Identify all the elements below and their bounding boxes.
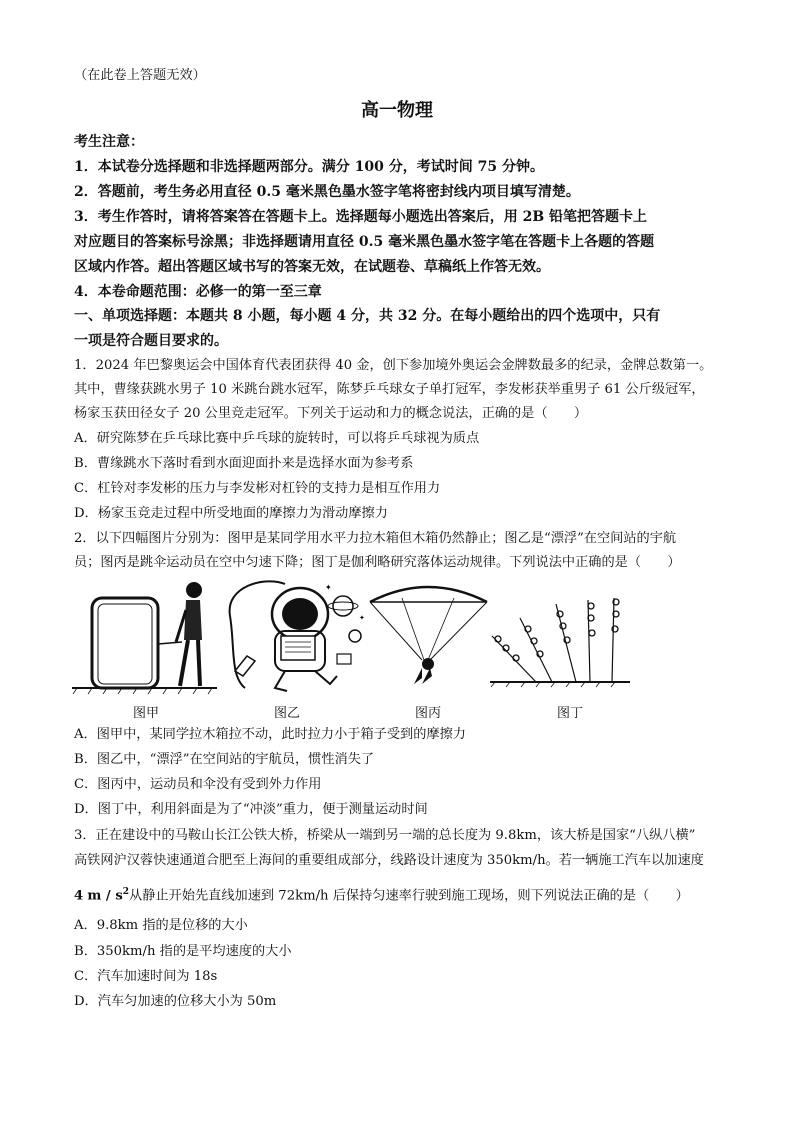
q2-option-d: D．图丁中，利用斜面是为了“冲淡”重力，便于测量运动时间 <box>74 802 428 817</box>
caption-yi: 图乙 <box>273 706 300 721</box>
figure-bing <box>366 580 491 690</box>
caption-bing: 图丙 <box>414 706 441 721</box>
header-note: （在此卷上答题无效） <box>74 68 206 83</box>
q3-option-b: B．350km/h 指的是平均速度的大小 <box>74 944 292 959</box>
caption-jia: 图甲 <box>132 706 159 721</box>
q1-stem: 其中，曹缘获跳水男子 10 米跳台跳水冠军，陈梦乒乓球女子单打冠军，李发彬获举重男子 61 公斤级冠军， <box>74 382 705 397</box>
q3-option-c: C．汽车加速时间为 18s <box>74 969 218 984</box>
figure-yi <box>225 576 370 696</box>
q1-option-b: B．曹缘跳水下落时看到水面迎面扑来是选择水面为参考系 <box>74 456 414 471</box>
notice-item: 3．考生作答时，请将答案答在答题卡上。选择题每小题选出答案后，用 2B 铅笔把答题卡上 <box>74 209 648 225</box>
notice-item: 对应题目的答案标号涂黑；非选择题请用直径 0.5 毫米黑色墨水签字笔在答题卡上各题的答题 <box>74 234 655 250</box>
figure-ding <box>490 596 635 688</box>
notice-item: 区域内作答。超出答题区域书写的答案无效，在试题卷、草稿纸上作答无效。 <box>74 259 550 275</box>
svg-text:✦: ✦ <box>325 583 332 592</box>
notice-item: 4．本卷命题范围：必修一的第一至三章 <box>74 284 322 300</box>
accel-value: 4 <box>74 888 84 904</box>
q3-option-a: A．9.8km 指的是位移的大小 <box>74 918 248 933</box>
q3-stem-end: 从静止开始先直线加速到 72km/h 后保持匀速率行驶到施工现场，则下列说法正确的是（ ） <box>129 888 689 904</box>
q2-stem: 员；图丙是跳伞运动员在空中匀速下降；图丁是伽利略研究落体运动规律。下列说法中正确的是（ ） <box>74 555 681 570</box>
notice-heading: 考生注意： <box>74 134 144 150</box>
page-title: 高一物理 <box>361 100 433 121</box>
section-heading-cont: 一项是符合题目要求的。 <box>74 333 228 349</box>
caption-ding: 图丁 <box>556 706 583 721</box>
figure-jia <box>72 580 222 695</box>
q1-option-d: D．杨家玉竞走过程中所受地面的摩擦力为滑动摩擦力 <box>74 506 388 521</box>
section-heading: 一、单项选择题：本题共 8 小题，每小题 4 分，共 32 分。在每小题给出的四个选项中，只有 <box>74 308 661 324</box>
svg-text:✦: ✦ <box>359 614 365 622</box>
q2-stem: 2．以下四幅图片分别为：图甲是某同学用水平力拉木箱但木箱仍然静止；图乙是“漂浮”在空间站的宇航 <box>74 531 677 546</box>
accel-unit: m / s <box>87 888 123 904</box>
accel-exp: 2 <box>122 887 130 897</box>
q2-option-c: C．图丙中，运动员和伞没有受到外力作用 <box>74 777 322 792</box>
q2-option-b: B．图乙中，“漂浮”在空间站的宇航员，惯性消失了 <box>74 752 375 767</box>
q1-stem: 1．2024 年巴黎奥运会中国体育代表团获得 40 金，创下参加境外奥运会金牌数最多的纪录，金牌总数第一。 <box>74 358 713 373</box>
q1-option-a: A．研究陈梦在乒乓球比赛中乒乓球的旋转时，可以将乒乓球视为质点 <box>74 431 480 446</box>
q3-stem: 3．正在建设中的马鞍山长江公铁大桥，桥梁从一端到另一端的总长度为 9.8km，该大桥是国家“八纵八横” <box>74 828 696 843</box>
notice-item: 1．本试卷分选择题和非选择题两部分。满分 100 分，考试时间 75 分钟。 <box>74 159 544 175</box>
q3-stem: 高铁网沪汉蓉快速通道合肥至上海间的重要组成部分，线路设计速度为 350km/h。若一辆施工汽车以加速度 <box>74 853 704 868</box>
q1-stem: 杨家玉获田径女子 20 公里竞走冠军。下列关于运动和力的概念说法，正确的是（ ） <box>74 406 588 421</box>
q3-option-d: D．汽车匀加速的位移大小为 50m <box>74 994 277 1009</box>
q1-option-c: C．杠铃对李发彬的压力与李发彬对杠铃的支持力是相互作用力 <box>74 481 441 496</box>
q3-stem-accel-line <box>74 882 734 906</box>
notice-item: 2．答题前，考生务必用直径 0.5 毫米黑色墨水签字笔将密封线内项目填写清楚。 <box>74 184 580 200</box>
q2-option-a: A．图甲中，某同学拉木箱拉不动，此时拉力小于箱子受到的摩擦力 <box>74 727 466 742</box>
